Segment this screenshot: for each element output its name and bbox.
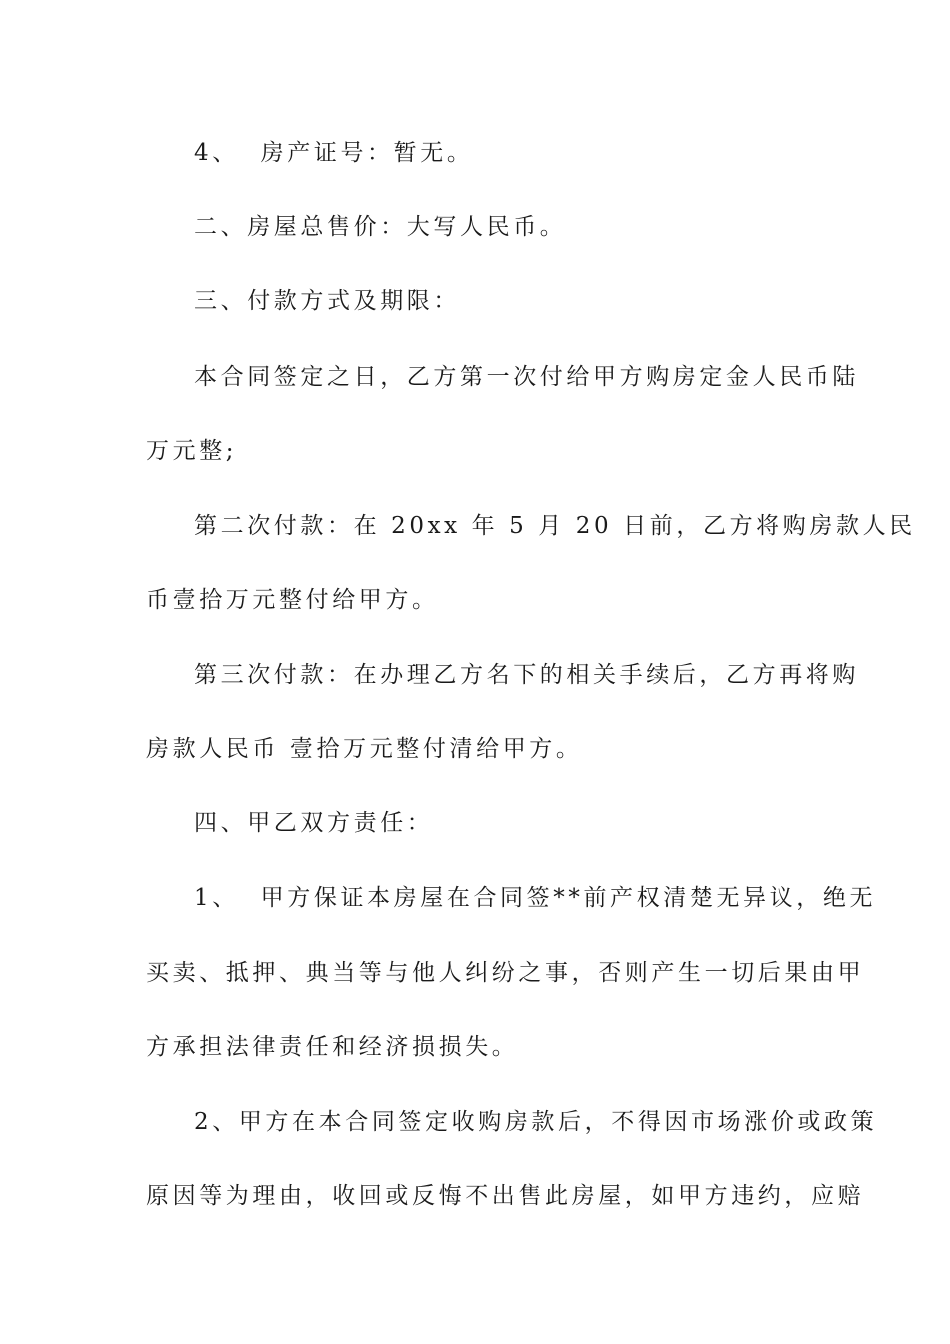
- section-payment-heading: 三、付款方式及期限：: [194, 288, 460, 314]
- payment-third-line2: 房款人民币 壹拾万元整付清给甲方。: [146, 736, 583, 762]
- resp-2-line2: 原因等为理由，收回或反悔不出售此房屋，如甲方违约，应赔: [146, 1183, 865, 1209]
- resp-2-line1: 2、甲方在本合同签定收购房款后，不得因市场涨价或政策: [194, 1109, 878, 1135]
- payment-first-line2: 万元整;: [146, 438, 238, 464]
- payment-third-line1: 第三次付款：在办理乙方名下的相关手续后，乙方再将购: [194, 662, 859, 688]
- payment-second-line2: 币壹拾万元整付给甲方。: [146, 587, 439, 613]
- section-responsibilities-heading: 四、甲乙双方责任：: [194, 810, 434, 836]
- payment-first-line1: 本合同签定之日，乙方第一次付给甲方购房定金人民币陆: [194, 364, 859, 390]
- resp-1-line2: 买卖、抵押、典当等与他人纠纷之事，否则产生一切后果由甲: [146, 960, 865, 986]
- clause-property-cert: 4、 房产证号：暂无。: [194, 140, 474, 166]
- resp-1-line3: 方承担法律责任和经济损损失。: [146, 1034, 519, 1060]
- section-total-price: 二、房屋总售价：大写人民币。: [194, 214, 567, 240]
- resp-1-line1: 1、 甲方保证本房屋在合同签**前产权清楚无异议，绝无: [194, 885, 877, 911]
- payment-second-line1: 第二次付款：在 20xx 年 5 月 20 日前，乙方将购房款人民: [194, 513, 916, 539]
